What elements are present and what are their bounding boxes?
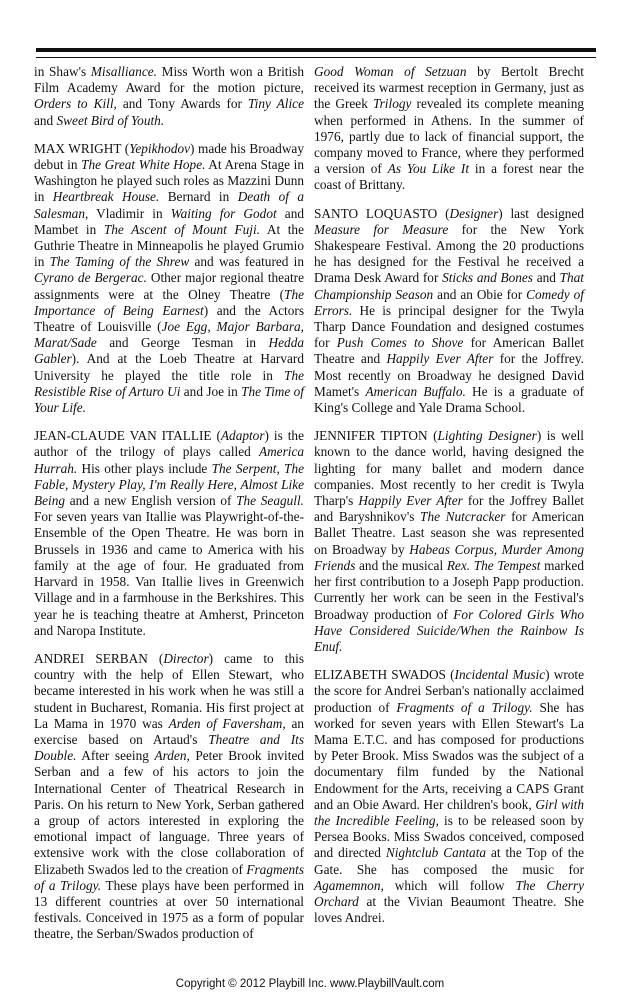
text-run: For seven years van Itallie was Playwright-of-the-Ensemble of the Open Theatre. He was born in Brussels in 1936 and came to America with his family at the age of four. He graduated from Harvard in 1958. Van Itallie lives in Greenwich Village and in a farmhouse in the Berkshires. This year he is teaching theatre at Amherst, Princeton and Naropa Institute. (34, 509, 304, 638)
text-run: She has worked for seven years with Ellen Stewart's La Mama E.T.C. and has composed for productions by Peter Brook. Miss Swados was the subject of a documentary film funded by the National Endowment for the Arts, receiving a CAPS Grant and an Obie Award. Her children's book, (314, 699, 584, 812)
italic-title: Good Woman of Setzuan (314, 64, 467, 79)
text-run: at the Vivian Beaumont Theatre. She loves Andrei. (314, 893, 584, 926)
text-run: and (532, 270, 560, 286)
italic-title: Cyrano de Bergerac. (34, 270, 147, 286)
text-run: for American Ballet Theatre and (314, 335, 584, 367)
text-run: He is principal designer for the Twyla Tharp Dance Foundation and designed costumes for (314, 302, 584, 351)
text-run: He is a graduate of King's College and Yale Drama School. (314, 383, 585, 416)
text-run: an exercise based on Artaud's (34, 715, 304, 747)
text-run: Other major regional theatre assignments were at the Olney Theatre ( (34, 270, 304, 302)
text-run: is to be released soon by Persea Books. Miss Swados conceived, composed and directed (314, 812, 584, 861)
italic-title: Heartbreak House. (52, 189, 160, 205)
text-run: and Mambet in (34, 205, 304, 237)
bio-paragraph-worth-cont (34, 64, 304, 129)
text-run: and a new English version of (65, 493, 237, 509)
italic-title: Rex. (446, 557, 471, 573)
text-run: in a forest near the coast of Brittany. (314, 161, 584, 193)
italic-title: The Cherry Orchard (314, 877, 584, 909)
text-run: and the musical (355, 557, 447, 573)
italic-title: Misalliance. (90, 64, 157, 79)
bio-paragraph-serban-cont (314, 64, 584, 194)
italic-title: As You Like It (387, 161, 470, 177)
text-run: at the Top of the Gate. She has composed the music for (314, 845, 585, 877)
text-run: in Shaw's (34, 64, 91, 79)
text-run: and was featured in (189, 254, 305, 270)
italic-title: Measure for Measure (314, 221, 449, 237)
bio-paragraph-van-itallie (34, 428, 304, 639)
italic-title: Adaptor (220, 428, 265, 444)
text-run: JEAN-CLAUDE VAN ITALLIE ( (34, 428, 221, 444)
italic-title: Trilogy (372, 96, 412, 112)
text-run: Vladimir in (88, 205, 171, 221)
text-run: ) and the Actors Theatre of Louisville ( (34, 302, 304, 335)
text-run: At the Guthrie Theatre in Minneapolis he played Grumio in (34, 221, 304, 270)
header-rule-thick (36, 48, 596, 52)
bio-paragraph-max-wright (34, 141, 304, 416)
italic-title: Director (163, 650, 209, 666)
italic-title: America Hurrah. (34, 444, 304, 476)
text-run: and George Tesman in (96, 335, 269, 351)
text-run: for American Ballet Theatre. Last season she was represented on Broadway by (314, 509, 584, 557)
italic-title: Lighting Designer (437, 428, 537, 444)
italic-title: Theatre and Its Double. (34, 731, 304, 764)
italic-title: Sticks and Bones (442, 270, 533, 286)
italic-title: Fragments of a Trilogy. (396, 699, 533, 715)
italic-title: Orders to Kill, (34, 96, 117, 112)
italic-title: Girl with the Incredible Feeling, (314, 796, 584, 828)
italic-title: Comedy of Errors. (314, 286, 584, 318)
italic-title: Incidental Music (454, 667, 546, 683)
copyright-footer: Copyright © 2012 Playbill Inc. www.PlaybillVault.com (175, 978, 445, 990)
italic-title: The Seagull. (236, 493, 304, 509)
text-run: ANDREI SERBAN ( (34, 650, 164, 666)
text-run: for the Joffrey. Most recently on Broadway he designed David Mamet's (314, 351, 584, 399)
text-run: ). And at the Loeb Theatre at Harvard University he played the title role in (34, 351, 304, 383)
italic-title: Tiny Alice (247, 96, 304, 112)
italic-title: Hedda Gabler (34, 335, 304, 367)
italic-title: That Championship Season (314, 270, 584, 302)
italic-title: The Time of Your Life. (34, 383, 304, 416)
bio-paragraph-swados (314, 667, 584, 926)
bio-paragraph-tipton (314, 428, 584, 655)
text-run: ) wrote the score for Andrei Serban's nationally acclaimed production of (314, 667, 584, 715)
text-run: ) is well known to the dance world, having designed the lighting for many ballet and modern dance companies. Most recently to her credit is Twyla Tharp's (314, 428, 584, 509)
italic-title: The Resistible Rise of Arturo Ui (34, 367, 304, 399)
text-run: MAX WRIGHT ( (34, 140, 130, 156)
italic-title: American Buffalo. (365, 383, 466, 399)
left-column (34, 64, 304, 955)
italic-title: The Taming of the Shrew (49, 254, 190, 270)
italic-title: Arden of Faversham, (168, 715, 286, 731)
italic-title: The Importance of Being Earnest (34, 286, 304, 318)
italic-title: Habeas Corpus, Murder Among Friends (314, 541, 584, 573)
italic-title: The Tempest (473, 557, 541, 573)
text-run: for the Joffrey Ballet and Baryshnikov's (314, 493, 584, 525)
italic-title: Death of a Salesman, (34, 189, 304, 221)
text-run: and Tony Awards for (116, 96, 248, 112)
text-run: ) last designed (498, 205, 585, 221)
text-run: and Joe in (180, 383, 242, 399)
italic-title: The Nutcracker (420, 509, 506, 525)
italic-title: The Serpent, The Fable, Mystery Play, I'm Really Here, Almost Like Being (34, 460, 304, 509)
italic-title: Joe Egg, Major Barbara, Marat/Sade (34, 319, 304, 351)
italic-title: The Ascent of Mount Fuji. (103, 221, 260, 237)
italic-title: Sweet Bird of Youth. (56, 112, 165, 128)
italic-title: Waiting for Godot (170, 205, 277, 221)
text-run: ELIZABETH SWADOS ( (314, 667, 455, 683)
text-run: SANTO LOQUASTO ( (314, 205, 450, 221)
italic-title: Happily Ever After (386, 351, 494, 367)
text-run: ) came to this country with the help of Ellen Stewart, who became interested in his work when he was still a student in Bucharest, Romania. His first project at La Mama in 1970 was (34, 650, 304, 731)
bio-paragraph-loquasto (314, 206, 584, 417)
text-run: revealed its complete meaning when performed in Athens. In the summer of 1976, partly due to lack of financial support, the company moved to France, where they performed a version of (314, 96, 584, 177)
header-rule-thin (36, 57, 596, 58)
text-run: Peter Brook invited Serban and a few of his actors to join the International Center of Theatrical Research in Paris. On his return to New York, Serban gathered a group of actors interested in exploring the emotional impact of language. Three years of extensive work with the close collaboration of Elizabeth Swados led to the creation of (34, 748, 304, 877)
text-run: by Bertolt Brecht received its warmest reception in Germany, just as the Greek (314, 64, 584, 112)
italic-title: Arden, (154, 748, 190, 764)
text-run: After seeing (76, 748, 155, 764)
text-run: ) is the author of the trilogy of plays called (34, 428, 304, 460)
italic-title: Happily Ever After (358, 493, 463, 509)
text-run: Miss Worth won a British Film Academy Award for the motion picture, (34, 64, 304, 96)
text-run: marked her first contribution to a Joseph Papp production. Currently her work can be seen in the Festival's Broadway production of (314, 557, 584, 622)
italic-title: The Great White Hope. (81, 157, 206, 173)
italic-title: Agamemnon, (314, 877, 384, 893)
text-run: ) made his Broadway debut in (34, 140, 304, 173)
italic-title: Designer (449, 205, 499, 221)
text-run: At Arena Stage in Washington he played such roles as Mazzini Dunn in (34, 157, 304, 205)
italic-title: Push Comes to Shove (336, 335, 464, 351)
italic-title: Fragments of a Trilogy. (34, 861, 304, 893)
text-run: These plays have been performed in 13 different countries at over 50 international festivals. Conceived in 1975 as a form of popular theatre, the Serban/Swados production of (34, 877, 304, 942)
text-run: which will follow (383, 877, 516, 893)
bio-paragraph-serban (34, 651, 304, 943)
italic-title: Nightclub Cantata (385, 845, 487, 861)
text-run: JENNIFER TIPTON ( (314, 428, 438, 444)
text-run: and (34, 112, 57, 128)
italic-title: Yepikhodov (129, 140, 191, 156)
text-run: and an Obie for (433, 286, 527, 302)
right-column (314, 64, 584, 938)
text-run: Bernard in (159, 189, 238, 205)
text-run: His other plays include (77, 460, 212, 476)
italic-title: For Colored Girls Who Have Considered Suicide/When the Rainbow Is Enuf. (314, 606, 584, 654)
text-run: for the New York Shakespeare Festival. Among the 20 productions he has designed for the Festival he received a Drama Desk Award for (314, 221, 585, 286)
